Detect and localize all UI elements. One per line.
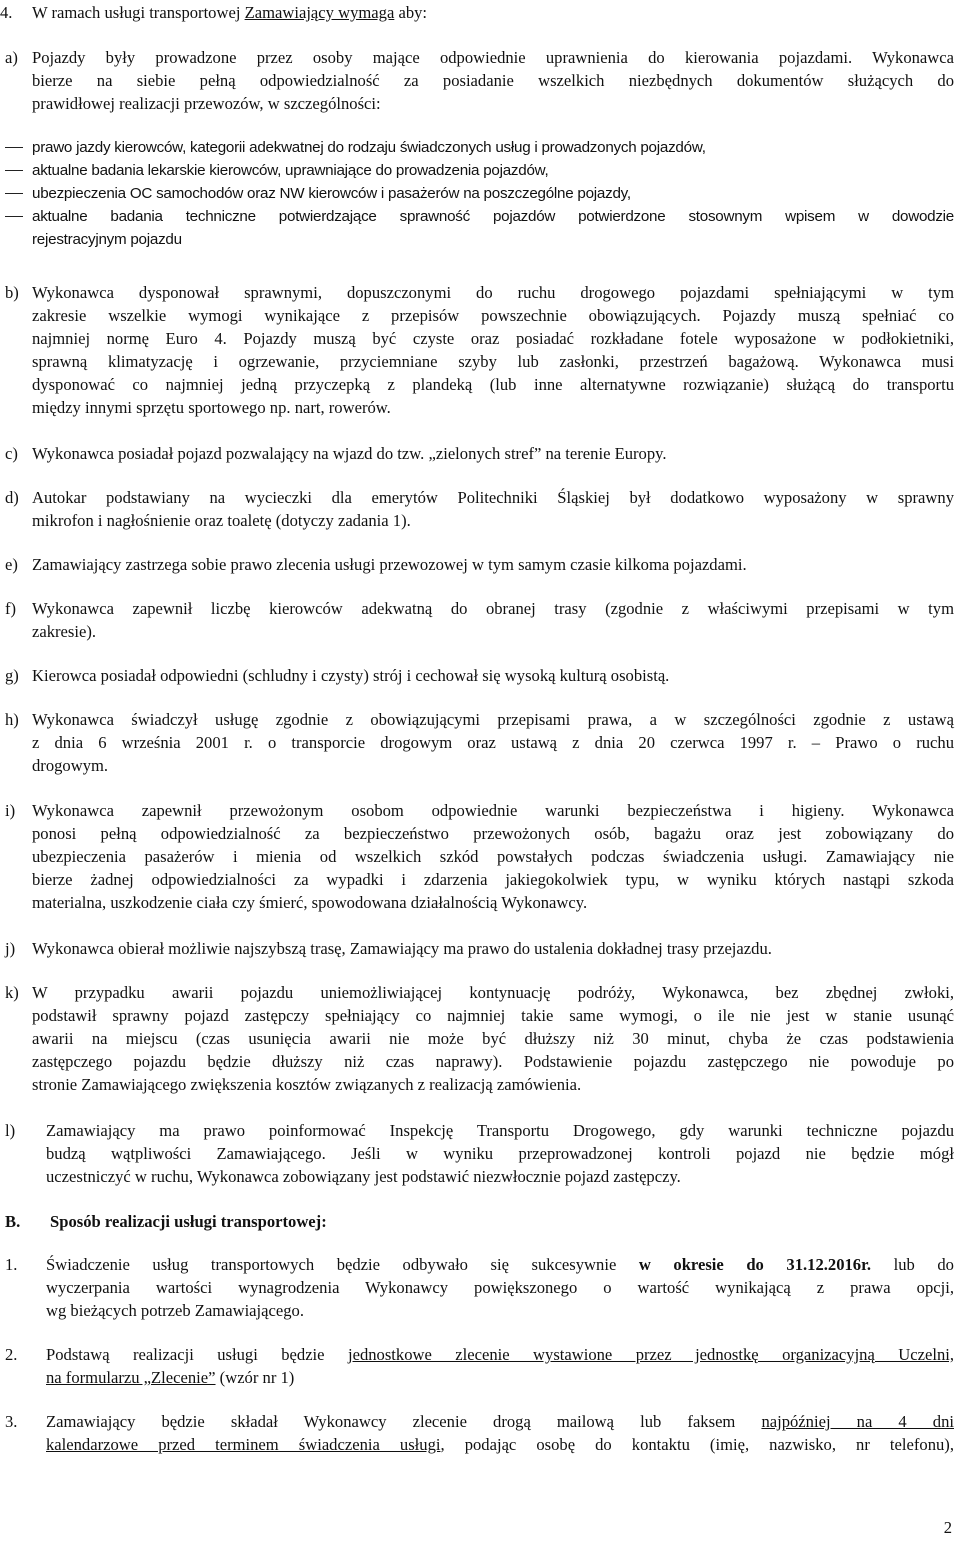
paragraph-line: Wykonawca dysponował sprawnymi, dopuszczonymi do ruchu drogowego pojazdami spełniającymi w tym	[32, 283, 954, 302]
paragraph-line: Wykonawca posiadał pojazd pozwalający na wjazd do tzw. „zielonych stref” na terenie Europy.	[32, 444, 667, 463]
paragraph-line: Zamawiający będzie składał Wykonawcy zlecenie drogą mailową lub faksem najpóźniej na 4 dni	[46, 1412, 954, 1431]
paragraph-line: wyczerpania wartości wynagrodzenia Wykonawcy powiększonego o wartość wynikającą z prawa opcji,	[46, 1278, 954, 1297]
section-title: Sposób realizacji usługi transportowej:	[50, 1212, 327, 1231]
point-number: 2.	[5, 1345, 18, 1364]
paragraph-line: Wykonawca świadczył usługę zgodnie z obowiązującymi przepisami prawa, a w szczególności zgodnie z ustawą	[32, 710, 954, 729]
item-label: c)	[5, 444, 18, 463]
point-1	[0, 1253, 960, 1322]
paragraph-line: zakresie wszelkie wymogi wynikające z przepisów powszechnie obowiązujących. Pojazdy muszą spełniać co	[32, 306, 954, 325]
paragraph-line: Wykonawca obierał możliwie najszybszą trasę, Zamawiający ma prawo do ustalenia dokładnej trasy przejazdu.	[32, 939, 772, 958]
item-f	[0, 597, 960, 643]
paragraph-line: prawidłowej realizacji przewozów, w szczególności:	[32, 94, 381, 113]
point-number: 3.	[5, 1412, 18, 1431]
paragraph-line: drogowym.	[32, 756, 109, 775]
item-label: e)	[5, 555, 18, 574]
paragraph-line: stronie Zamawiającego zwiększenia kosztów związanych z realizacją zamówienia.	[32, 1075, 582, 1094]
paragraph-line: uczestniczyć w ruchu, Wykonawca zobowiązany jest podstawić niezwłocznie pojazd zastępczy.	[46, 1167, 681, 1186]
item-d	[0, 486, 960, 532]
item-l	[0, 1119, 960, 1188]
item-i	[0, 799, 960, 914]
paragraph-line: wg bieżących potrzeb Zamawiającego.	[46, 1301, 304, 1320]
list-item	[0, 205, 960, 228]
item-a	[0, 46, 960, 115]
list-item	[0, 136, 960, 159]
list-item	[0, 159, 960, 182]
documents-list	[0, 136, 960, 251]
paragraph-line: podstawił sprawny pojazd zastępczy spełniający co najmniej takie same wymogi, o ile nie jest w stanie usunąć	[32, 1006, 954, 1025]
paragraph-line: zastępczego pojazdu będzie dłuższy niż czas naprawy). Podstawienie pojazdu zastępczego nie powoduje po	[32, 1052, 954, 1071]
list-item-text: prawo jazdy kierowców, kategorii adekwatnej do rodzaju świadczonych usług i prowadzonych pojazdów,	[32, 139, 706, 156]
paragraph-line: Podstawą realizacji usługi będzie jednostkowe zlecenie wystawione przez jednostkę organizacyjną Uczelni,	[46, 1345, 955, 1364]
item-g	[0, 664, 960, 687]
paragraph-line: na formularzu „Zlecenie” (wzór nr 1)	[46, 1368, 295, 1387]
section-4-heading	[0, 1, 960, 24]
paragraph-line: bierze na siebie pełną odpowiedzialność za posiadanie wszelkich niezbędnych dokumentów służących do	[32, 71, 954, 90]
paragraph-line: Zamawiający zastrzega sobie prawo zlecenia usługi przewozowej w tym samym czasie kilkoma pojazdami.	[32, 555, 747, 574]
paragraph-line: sprawną klimatyzację i ogrzewanie, przyciemniane szyby lub zasłonki, przestrzeń bagażową. Wykonawca musi	[32, 352, 954, 371]
item-label: i)	[5, 801, 16, 820]
dash-bullet	[5, 193, 23, 194]
paragraph-line: Wykonawca zapewnił liczbę kierowców adekwatną do obranej trasy (zgodnie z właściwymi przepisami w tym	[32, 599, 954, 618]
paragraph-line: W przypadku awarii pojazdu uniemożliwiającej kontynuację podróży, Wykonawca, bez zbędnej zwłoki,	[32, 983, 954, 1002]
item-h	[0, 708, 960, 777]
item-label: d)	[5, 488, 19, 507]
item-j	[0, 937, 960, 960]
dash-bullet	[5, 170, 23, 171]
section-number: 4.	[0, 3, 13, 22]
item-label: h)	[5, 710, 19, 729]
paragraph-line: zakresie).	[32, 622, 97, 641]
paragraph-line: kalendarzowe przed terminem świadczenia usługi, podając osobę do kontaktu (imię, nazwisko, nr telefonu),	[46, 1435, 954, 1454]
dash-bullet	[5, 147, 23, 148]
page-number: 2	[943, 1518, 952, 1537]
section-heading-text: W ramach usługi transportowej Zamawiający wymaga aby:	[32, 3, 428, 22]
paragraph-line: Zamawiający ma prawo poinformować Inspekcję Transportu Drogowego, gdy warunki techniczne pojazdu	[46, 1121, 954, 1140]
paragraph-line: materialna, uszkodzenie ciała czy śmierć, spowodowana działalnością Wykonawcy.	[32, 893, 588, 912]
item-label: l)	[5, 1121, 16, 1140]
point-number: 1.	[5, 1255, 18, 1274]
item-label: a)	[5, 48, 18, 67]
paragraph-line: Autokar podstawiany na wycieczki dla emerytów Politechniki Śląskiej był dodatkowo wyposażony w sprawny	[32, 488, 954, 507]
paragraph-line: z dnia 6 września 2001 r. o transporcie drogowym oraz ustawą z dnia 20 czerwca 1997 r. – Prawo o ruchu	[32, 733, 954, 752]
paragraph-line: Kierowca posiadał odpowiedni (schludny i czysty) strój i cechował się wysoką kulturą osobistą.	[32, 666, 670, 685]
section-b-heading	[0, 1210, 960, 1233]
list-item-text: rejestracyjnym pojazdu	[32, 231, 182, 248]
paragraph-line: Pojazdy były prowadzone przez osoby mające odpowiednie uprawnienia do kierowania pojazdami. Wykonawca	[32, 48, 954, 67]
paragraph-line: ponosi pełną odpowiedzialność za bezpieczeństwo przewożonych osób, bagażu oraz jest zobowiązany do	[32, 824, 954, 843]
item-label: f)	[5, 599, 17, 618]
item-label: b)	[5, 283, 19, 302]
point-3	[0, 1410, 960, 1456]
paragraph-line: mikrofon i nagłośnienie oraz toaletę (dotyczy zadania 1).	[32, 511, 411, 530]
list-item-text: aktualne badania lekarskie kierowców, uprawniające do prowadzenia pojazdów,	[32, 162, 549, 179]
paragraph-line: Świadczenie usług transportowych będzie odbywało się sukcesywnie w okresie do 31.12.2016r. lub do	[46, 1255, 954, 1274]
paragraph-line: awarii na miejscu (czas usunięcia awarii nie może być dłuższy niż 30 minut, chyba że czas podstawienia	[32, 1029, 954, 1048]
paragraph-line: budzą wątpliwości Zamawiającego. Jeśli w wyniku przeprowadzonej kontroli pojazd nie będzie mógł	[46, 1144, 954, 1163]
section-number: B.	[5, 1212, 21, 1231]
item-label: k)	[5, 983, 19, 1002]
dash-bullet	[5, 216, 23, 217]
point-2	[0, 1343, 960, 1389]
paragraph-line: bierze żadnej odpowiedzialności za wypadki i zdarzenia jakiegokolwiek typu, w wyniku których nastąpi szkoda	[32, 870, 954, 889]
paragraph-line: Wykonawca zapewnił przewożonym osobom odpowiednie warunki bezpieczeństwa i higieny. Wykonawca	[32, 801, 954, 820]
list-item-text: ubezpieczenia OC samochodów oraz NW kierowców i pasażerów na poszczególne pojazdy,	[32, 185, 631, 202]
list-item-text: aktualne badania techniczne potwierdzające sprawność pojazdów potwierdzone stosownym wpisem w dowodzie	[32, 208, 954, 225]
paragraph-line: między innymi sprzętu sportowego np. nart, rowerów.	[32, 398, 391, 417]
paragraph-line: ubezpieczenia pasażerów i mienia od wszelkich szkód powstałych podczas świadczenia usługi. Zamawiający nie	[32, 847, 954, 866]
item-label: j)	[5, 939, 16, 958]
list-item	[0, 182, 960, 205]
item-e	[0, 553, 960, 576]
item-c	[0, 442, 960, 465]
item-label: g)	[5, 666, 19, 685]
item-k	[0, 981, 960, 1096]
item-b	[0, 281, 960, 419]
paragraph-line: najmniej normę Euro 4. Pojazdy muszą być czyste oraz posiadać rozkładane fotele wyposażone w podłokietniki,	[32, 329, 954, 348]
paragraph-line: dysponować co najmniej jedną przyczepką z plandeką (lub inne alternatywne rozwiązanie) służącą do transportu	[32, 375, 954, 394]
